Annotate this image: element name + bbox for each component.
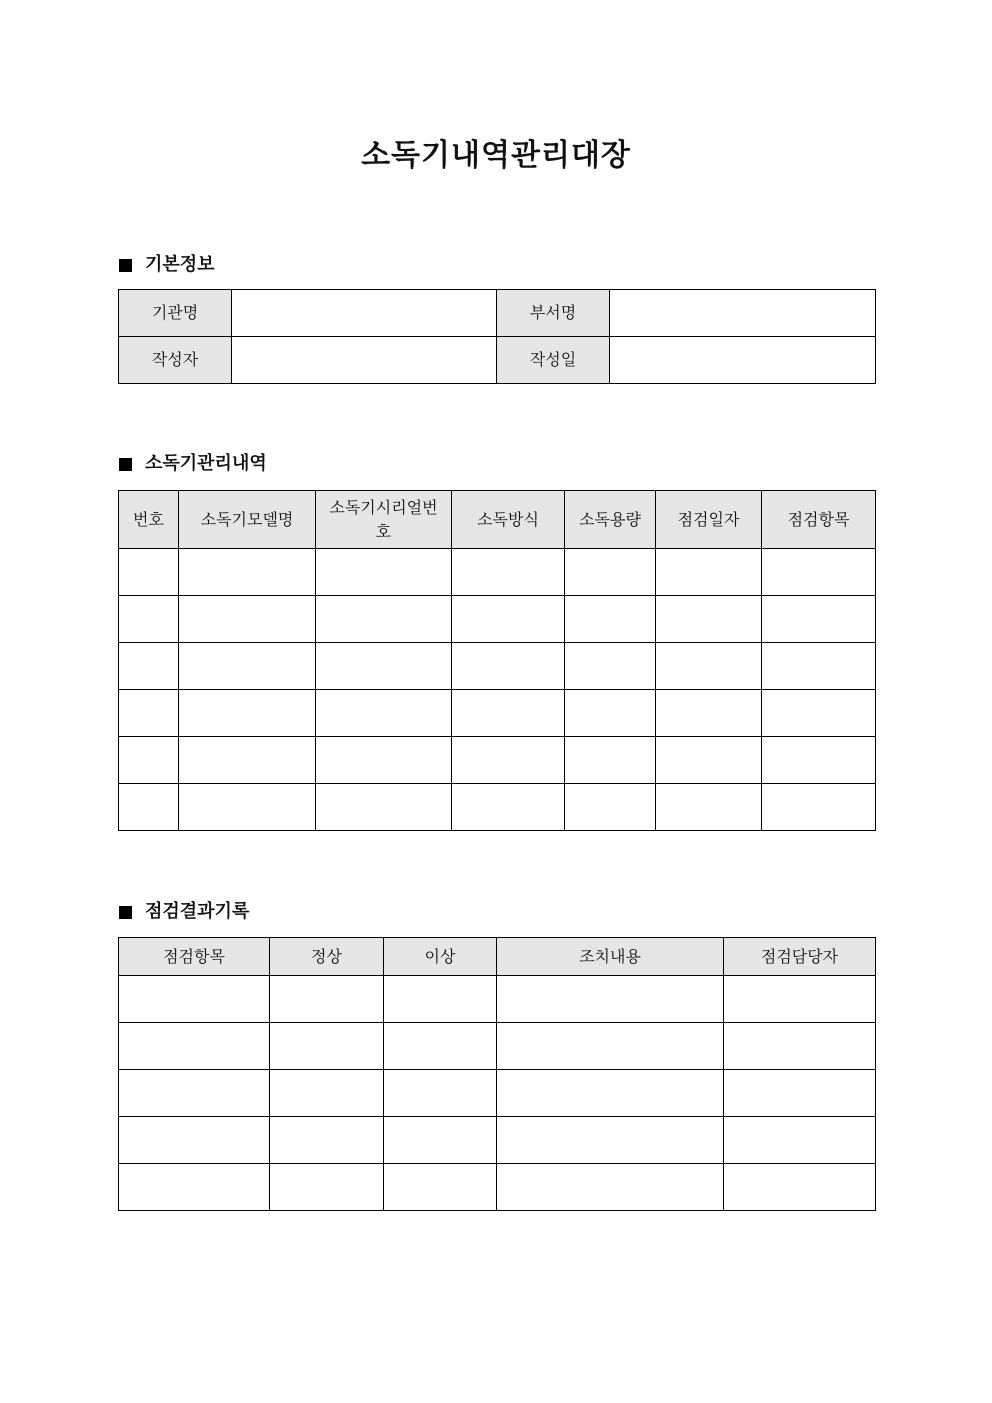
square-bullet-icon [119,906,132,919]
table-cell[interactable] [724,1117,876,1164]
column-header: 점검항목 [119,938,270,976]
table-cell[interactable] [724,976,876,1023]
inspection-results-table [118,937,876,1211]
table-cell[interactable] [119,784,179,831]
table-cell[interactable] [452,596,565,643]
table-cell[interactable] [270,976,384,1023]
table-cell[interactable] [452,643,565,690]
sterilizer-log-table [118,490,876,831]
column-header: 이상 [384,938,497,976]
column-header: 점검일자 [656,491,762,549]
table-row [119,643,876,690]
table-cell[interactable] [565,549,656,596]
table-row [119,337,876,384]
table-cell[interactable] [452,737,565,784]
square-bullet-icon [119,259,132,272]
table-cell[interactable] [316,784,452,831]
table-cell[interactable] [316,737,452,784]
table-cell[interactable] [270,1117,384,1164]
label-cell: 부서명 [497,290,610,337]
section-heading-sterilizer-log [119,452,267,476]
table-cell[interactable] [724,1023,876,1070]
table-cell[interactable] [724,1070,876,1117]
table-cell[interactable] [384,1023,497,1070]
table-row [119,290,876,337]
value-cell[interactable] [232,337,497,384]
column-header: 번호 [119,491,179,549]
table-cell[interactable] [316,596,452,643]
table-cell[interactable] [384,1117,497,1164]
table-row [119,1070,876,1117]
table-cell[interactable] [762,549,876,596]
table-cell[interactable] [565,643,656,690]
table-cell[interactable] [179,643,316,690]
label-cell: 기관명 [119,290,232,337]
table-cell[interactable] [656,690,762,737]
table-cell[interactable] [565,690,656,737]
column-header: 조치내용 [497,938,724,976]
table-cell[interactable] [497,976,724,1023]
table-row [119,690,876,737]
table-cell[interactable] [179,690,316,737]
value-cell[interactable] [610,290,876,337]
table-cell[interactable] [316,643,452,690]
table-cell[interactable] [119,643,179,690]
table-cell[interactable] [762,784,876,831]
table-cell[interactable] [656,784,762,831]
column-header: 정상 [270,938,384,976]
table-row [119,784,876,831]
table-cell[interactable] [316,690,452,737]
section-heading-basic-info [119,253,215,277]
table-cell[interactable] [656,596,762,643]
table-cell[interactable] [656,643,762,690]
table-row [119,1117,876,1164]
table-cell[interactable] [119,1070,270,1117]
table-row [119,1164,876,1211]
label-cell: 작성자 [119,337,232,384]
column-header: 소독용량 [565,491,656,549]
section-heading-inspection-results [119,900,249,924]
table-cell[interactable] [656,737,762,784]
section-heading-label: 소독기관리내역 [145,453,267,474]
column-header: 점검항목 [762,491,876,549]
table-row [119,596,876,643]
table-cell[interactable] [384,1164,497,1211]
column-header: 소독기모델명 [179,491,316,549]
table-cell[interactable] [179,737,316,784]
table-row [119,976,876,1023]
table-cell[interactable] [270,1164,384,1211]
page-title: 소독기내역관리대장 [361,138,631,173]
table-cell[interactable] [565,737,656,784]
table-cell[interactable] [452,784,565,831]
table-cell[interactable] [452,690,565,737]
table-cell[interactable] [119,1117,270,1164]
table-cell[interactable] [270,1070,384,1117]
table-row [119,1023,876,1070]
table-cell[interactable] [497,1070,724,1117]
table-cell[interactable] [497,1117,724,1164]
header-row [119,491,876,549]
column-header: 소독방식 [452,491,565,549]
header-row [119,938,876,976]
table-cell[interactable] [762,737,876,784]
table-cell[interactable] [656,549,762,596]
table-cell[interactable] [119,1023,270,1070]
basic-info-table [118,289,876,384]
section-heading-label: 기본정보 [145,254,215,275]
table-row [119,737,876,784]
table-cell[interactable] [119,690,179,737]
table-cell[interactable] [565,596,656,643]
section-heading-label: 점검결과기록 [145,901,250,922]
table-cell[interactable] [270,1023,384,1070]
table-cell[interactable] [119,596,179,643]
table-cell[interactable] [179,784,316,831]
column-header: 소독기시리얼번호 [316,491,452,549]
value-cell[interactable] [232,290,497,337]
table-cell[interactable] [179,549,316,596]
table-cell[interactable] [384,976,497,1023]
table-cell[interactable] [497,1023,724,1070]
table-cell[interactable] [762,596,876,643]
table-cell[interactable] [119,976,270,1023]
table-row [119,549,876,596]
table-cell[interactable] [762,643,876,690]
table-cell[interactable] [119,1164,270,1211]
table-cell[interactable] [724,1164,876,1211]
table-cell[interactable] [179,596,316,643]
table-cell[interactable] [497,1164,724,1211]
column-header: 점검담당자 [724,938,876,976]
label-cell: 작성일 [497,337,610,384]
square-bullet-icon [119,458,132,471]
table-cell[interactable] [762,690,876,737]
table-cell[interactable] [119,549,179,596]
table-cell[interactable] [119,737,179,784]
table-cell[interactable] [316,549,452,596]
table-cell[interactable] [452,549,565,596]
value-cell[interactable] [610,337,876,384]
table-cell[interactable] [565,784,656,831]
table-cell[interactable] [384,1070,497,1117]
